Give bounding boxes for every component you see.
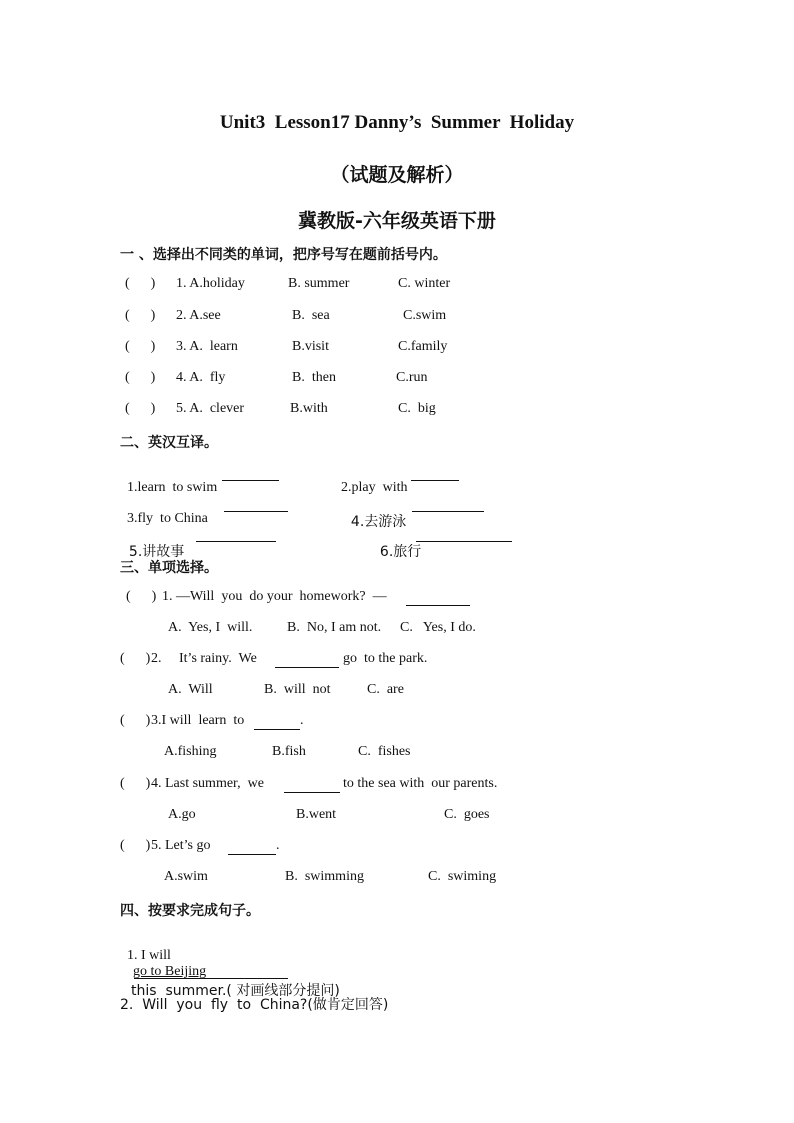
answer-blank[interactable] bbox=[228, 840, 276, 855]
answer-blank[interactable] bbox=[406, 591, 470, 606]
option-b: B. No, I am not. bbox=[287, 620, 382, 635]
answer-paren[interactable]: ( ) bbox=[125, 401, 156, 416]
answer-paren[interactable]: ( ) bbox=[125, 339, 156, 354]
translate-label: 4.去游泳 bbox=[350, 514, 407, 530]
answer-paren[interactable]: ( ) bbox=[125, 276, 156, 291]
book-title: 冀教版-六年级英语下册 bbox=[298, 210, 496, 232]
option-b: B.went bbox=[296, 807, 337, 822]
answer-blank[interactable] bbox=[254, 715, 300, 730]
option-a: 1. A.holiday bbox=[176, 276, 245, 291]
section-4-heading: 四、按要求完成句子。 bbox=[120, 903, 260, 919]
answer-paren[interactable]: ( ) bbox=[120, 838, 151, 853]
option-b: B.fish bbox=[272, 744, 306, 759]
option-c: C.swim bbox=[403, 308, 447, 323]
answer-blank[interactable] bbox=[196, 527, 276, 542]
option-b: B. sea bbox=[292, 308, 330, 323]
option-b: B. then bbox=[292, 370, 336, 385]
sentence-instruction: this summer.( 对画线部分提问) bbox=[131, 983, 340, 999]
question-text: to the sea with our parents. bbox=[343, 776, 498, 791]
answer-paren[interactable]: ( ) bbox=[120, 713, 151, 728]
option-c: C. goes bbox=[444, 807, 490, 822]
translate-label: 6.旅行 bbox=[379, 544, 422, 560]
option-b: B.with bbox=[290, 401, 328, 416]
translate-label: 2.play with bbox=[341, 480, 408, 495]
option-a: 3. A. learn bbox=[176, 339, 238, 354]
sentence-2: 2. Will you fly to China?(做肯定回答) bbox=[120, 997, 389, 1013]
answer-paren[interactable]: ( ) bbox=[125, 370, 156, 385]
option-c: C. Yes, I do. bbox=[400, 620, 476, 635]
answer-blank[interactable] bbox=[416, 527, 512, 542]
option-b: B. summer bbox=[288, 276, 350, 291]
section-2-heading: 二、英汉互译。 bbox=[120, 435, 218, 451]
section-3-heading: 三、单项选择。 bbox=[120, 560, 218, 576]
option-a: A. Will bbox=[168, 682, 213, 697]
answer-blank[interactable] bbox=[224, 497, 288, 512]
option-a: A. Yes, I will. bbox=[168, 620, 253, 635]
question-text: 4. Last summer, we bbox=[151, 776, 264, 791]
translate-label: 3.fly to China bbox=[127, 511, 208, 526]
answer-blank[interactable] bbox=[222, 466, 279, 481]
translate-item-1 bbox=[120, 464, 217, 496]
answer-blank[interactable] bbox=[411, 466, 459, 481]
option-c: C. big bbox=[398, 401, 436, 416]
answer-blank[interactable] bbox=[134, 964, 288, 979]
section-1-heading: 一 、选择出不同类的单词，把序号写在题前括号内。 bbox=[120, 247, 447, 263]
question-text: 1. —Will you do your homework? — bbox=[162, 589, 387, 604]
sentence-text: 1. I will bbox=[127, 948, 171, 963]
option-a: 2. A.see bbox=[176, 308, 221, 323]
option-c: C. winter bbox=[398, 276, 451, 291]
option-a: A.swim bbox=[164, 869, 208, 884]
option-c: C. are bbox=[367, 682, 404, 697]
option-a: 4. A. fly bbox=[176, 370, 226, 385]
answer-paren[interactable]: ( ) bbox=[126, 589, 157, 604]
option-c: C. swiming bbox=[428, 869, 497, 884]
page-title: Unit3 Lesson17 Danny’s Summer Holiday bbox=[219, 112, 575, 133]
answer-blank[interactable] bbox=[284, 778, 340, 793]
option-a: A.go bbox=[168, 807, 196, 822]
translate-item-5 bbox=[120, 525, 184, 561]
translate-label: 5.讲故事 bbox=[128, 544, 185, 560]
answer-blank[interactable] bbox=[275, 653, 339, 668]
translate-label: 1.learn to swim bbox=[127, 480, 218, 495]
option-b: B.visit bbox=[292, 339, 329, 354]
option-c: C.family bbox=[398, 339, 448, 354]
option-c: C.run bbox=[396, 370, 428, 385]
option-b: B. will not bbox=[264, 682, 331, 697]
translate-item-2 bbox=[334, 464, 408, 496]
answer-paren[interactable]: ( ) bbox=[120, 776, 151, 791]
page-subtitle: （试题及解析） bbox=[330, 164, 464, 186]
question-text: . bbox=[300, 713, 304, 728]
question-text: 2. It’s rainy. We bbox=[151, 651, 257, 666]
underlined-phrase: go to Beijing bbox=[133, 964, 207, 979]
translate-item-3 bbox=[120, 495, 208, 527]
option-a: A.fishing bbox=[164, 744, 217, 759]
question-text: go to the park. bbox=[343, 651, 428, 666]
option-c: C. fishes bbox=[358, 744, 411, 759]
question-text: 5. Let’s go bbox=[151, 838, 211, 853]
option-b: B. swimming bbox=[285, 869, 364, 884]
answer-blank[interactable] bbox=[412, 497, 484, 512]
question-text: . bbox=[276, 838, 280, 853]
translate-item-6 bbox=[371, 525, 421, 561]
option-a: 5. A. clever bbox=[176, 401, 245, 416]
answer-paren[interactable]: ( ) bbox=[125, 308, 156, 323]
answer-paren[interactable]: ( ) bbox=[120, 651, 151, 666]
question-text: 3.I will learn to bbox=[151, 713, 245, 728]
